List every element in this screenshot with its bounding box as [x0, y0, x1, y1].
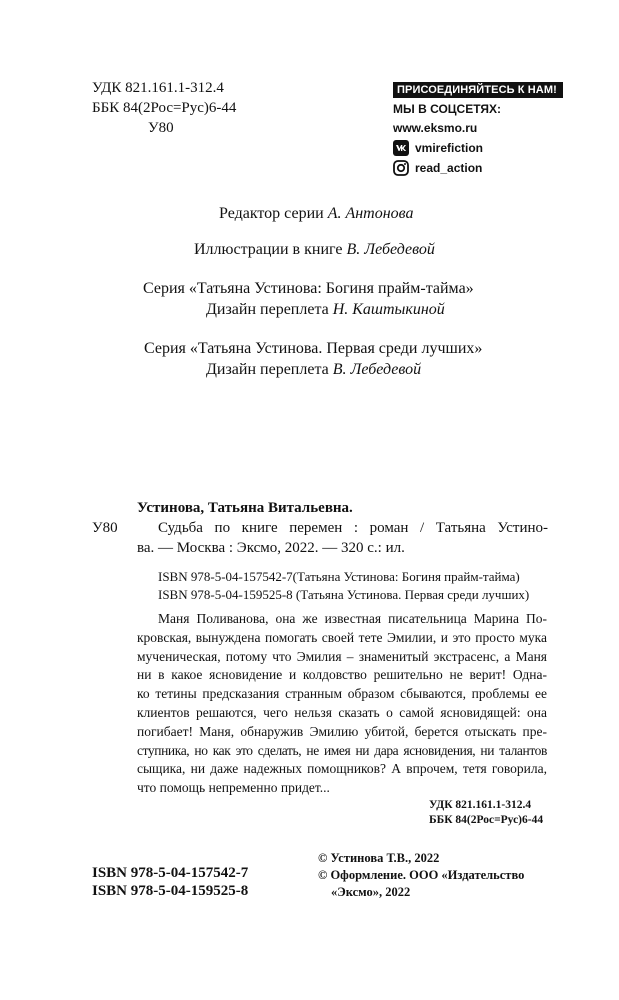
website-link[interactable]: www.eksmo.ru: [393, 121, 478, 135]
bib-title-line-2: ва. — Москва : Эксмо, 2022. — 320 с.: ил.: [137, 540, 405, 556]
bbk-code: ББК 84(2Рос=Рус)6-44: [92, 100, 237, 116]
annotation-line: мученическая, потому что Эмилия – знаменитый экстрасенс, а Маня: [137, 648, 547, 664]
bib-isbn-2: ISBN 978-5-04-159525-8 (Татьяна Устинова. Первая среди лучших): [158, 587, 530, 602]
annotation-line: ступника, но как это сделать, не имея ни дара ясновидения, ни талантов: [137, 742, 547, 758]
annotation-line: погибает! Маня, обнаружив Эмилию убитой, берется отыскать пре-: [137, 723, 547, 739]
editor-credit: [219, 204, 414, 224]
annotation-line: сыщика, ни даже надежных помощников? А впрочем, тетя говорила,: [137, 761, 547, 777]
design-label-2: Дизайн переплета: [206, 361, 329, 378]
editor-name: А. Антонова: [327, 205, 414, 222]
annotation-line: клиентов решаются, чего нельзя сказать о самой ясновидящей: она: [137, 704, 547, 720]
design-name-2: В. Лебедевой: [332, 361, 422, 378]
annotation-line: ни в какое ясновидение и колдовство решительно не верит! Одна-: [137, 667, 547, 683]
udk-code: УДК 821.161.1-312.4: [92, 80, 224, 96]
copyright-design: © Оформление. ООО «Издательство: [318, 868, 525, 882]
instagram-handle: read_action: [415, 161, 483, 175]
bib-mark: У80: [92, 520, 118, 536]
annotation-line: ко тетины предсказания странным образом сбываются, проблемы ее: [137, 686, 547, 702]
vk-icon: [393, 140, 409, 156]
design-credit-2: [206, 360, 421, 380]
illustrations-label: Иллюстрации в книге: [194, 241, 343, 258]
copyright-author: © Устинова Т.В., 2022: [318, 851, 440, 865]
promo-banner: ПРИСОЕДИНЯЙТЕСЬ К НАМ!: [393, 82, 563, 98]
annotation-bbk: ББК 84(2Рос=Рус)6-44: [429, 814, 544, 826]
promo-subtitle: МЫ В СОЦСЕТЯХ:: [393, 102, 502, 116]
vk-link[interactable]: [393, 138, 563, 158]
annotation-line: что помощь непременно придет...: [137, 780, 330, 796]
illustrations-name: В. Лебедевой: [346, 241, 435, 258]
design-label-1: Дизайн переплета: [206, 301, 329, 318]
editor-label: Редактор серии: [219, 205, 324, 222]
annotation-udk: УДК 821.161.1-312.4: [429, 799, 532, 811]
series-1: Серия «Татьяна Устинова: Богиня прайм-тайма»: [143, 280, 474, 297]
annotation: [137, 610, 547, 798]
series-2: Серия «Татьяна Устинова. Первая среди лучших»: [144, 340, 483, 357]
vk-handle: vmirefiction: [415, 141, 484, 155]
bib-isbn-1: ISBN 978-5-04-157542-7(Татьяна Устинова: Богиня прайм-тайма): [158, 569, 520, 584]
copyright-publisher: «Эксмо», 2022: [331, 885, 411, 899]
isbn-2: ISBN 978-5-04-159525-8: [92, 883, 249, 899]
instagram-icon: [393, 160, 409, 176]
isbn-1: ISBN 978-5-04-157542-7: [92, 865, 249, 881]
instagram-link[interactable]: [393, 158, 563, 178]
social-promo: [393, 82, 563, 178]
annotation-line: кровская, вынуждена помогать своей тете Эмилии, и это просто мука: [137, 629, 547, 645]
design-name-1: Н. Каштыкиной: [332, 301, 445, 318]
bib-title-line-1: Судьба по книге перемен : роман / Татьяна Устино-: [158, 520, 548, 536]
annotation-line: Маня Поливанова, она же известная писательница Марина По-: [158, 611, 547, 626]
author-mark: У80: [148, 120, 174, 136]
illustrations-credit: [194, 240, 435, 260]
bib-author: Устинова, Татьяна Витальевна.: [137, 500, 353, 516]
design-credit-1: [206, 300, 445, 320]
